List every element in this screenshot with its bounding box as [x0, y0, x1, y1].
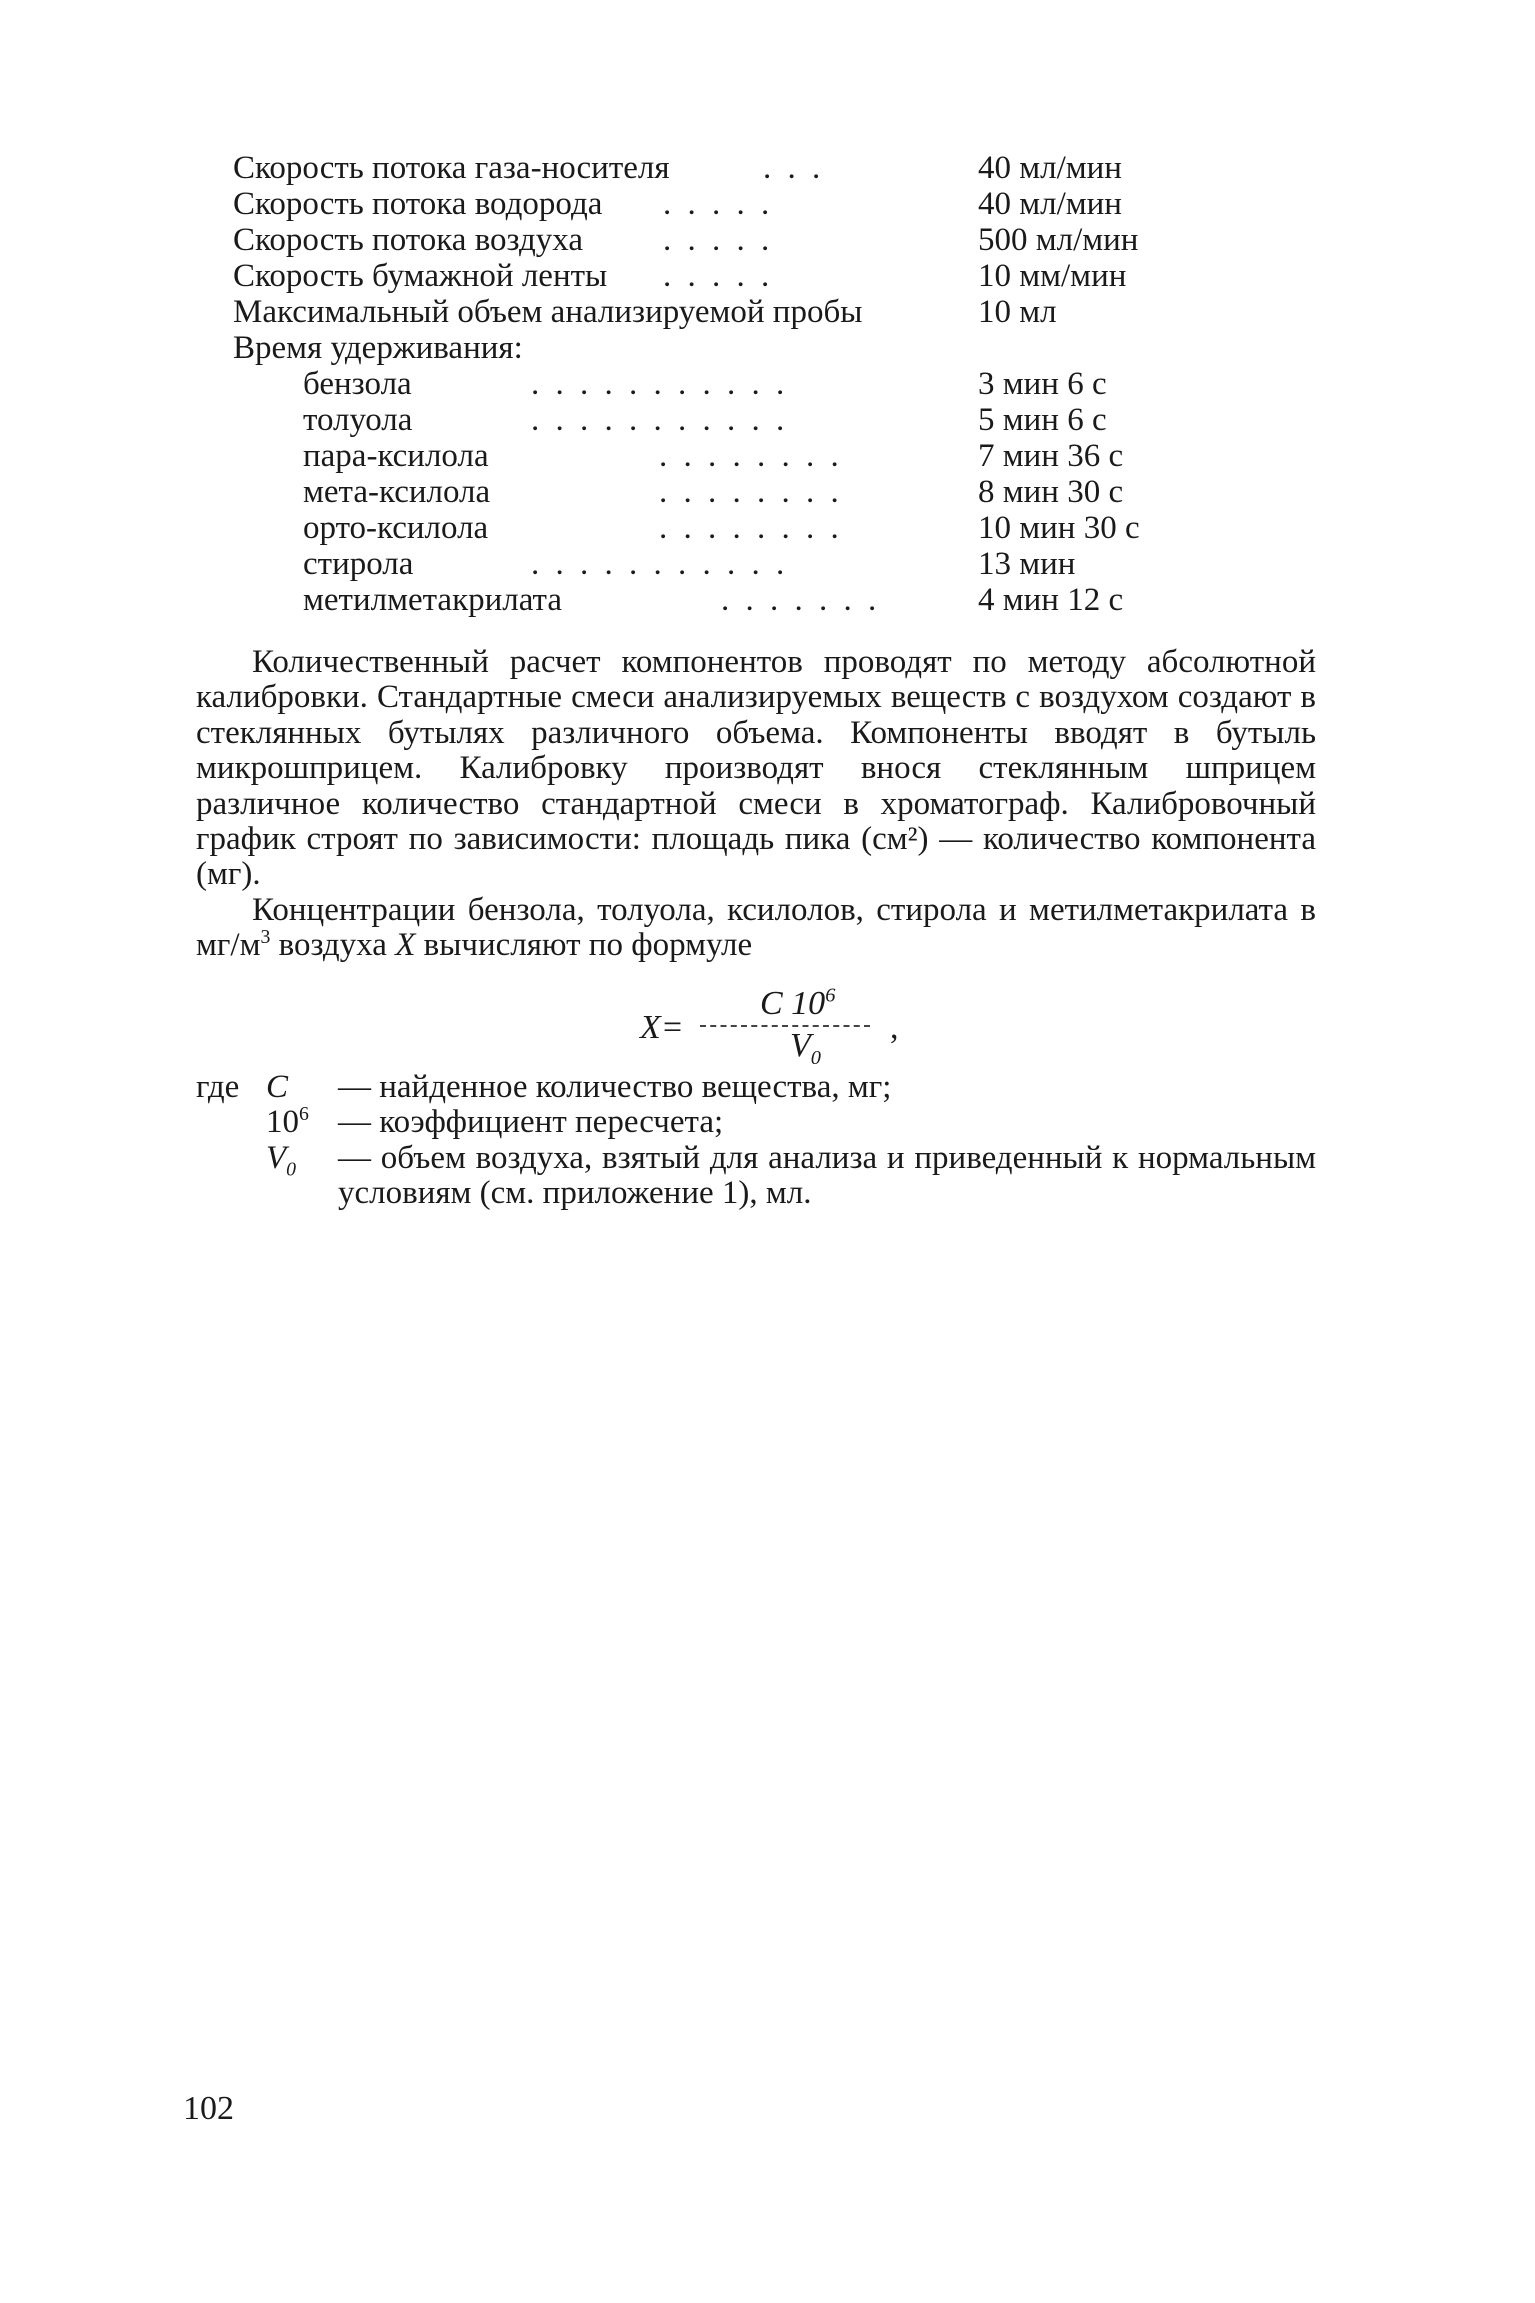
param-label: пара-ксилола — [303, 438, 489, 474]
param-value: 10 мл — [978, 294, 1057, 330]
param-dot-leader: . . . . . — [663, 258, 774, 294]
legend-description: — объем воздуха, взятый для анализа и приведенный к нормальным условиям (см. приложение 1), мл. — [338, 1139, 1316, 1212]
param-row — [233, 294, 1193, 330]
param-row — [233, 330, 1193, 366]
page-number: 102 — [183, 2090, 234, 2127]
legend-term: C — [266, 1069, 289, 1105]
param-row — [233, 258, 1193, 294]
fraction-line — [700, 1025, 870, 1027]
param-dot-leader: . . . . . — [663, 186, 774, 222]
param-label: толуола — [303, 402, 413, 438]
param-label: бензола — [303, 366, 412, 402]
formula — [640, 984, 940, 1069]
param-label: Скорость потока газа-носителя — [233, 150, 670, 186]
param-value: 7 мин 36 с — [978, 438, 1124, 474]
paragraph-calibration: Количественный расчет компонентов проводят по методу абсолютной калибровки. Стандартные смеси анализируемых веществ с воздухом создают в стеклянных бутылях различного объема. Компоненты вводят в бутыль микрошприцем. Калибровку производят внося стеклянным шприцем различное количество стандартной смеси в хроматограф. Калибровочный график строят по зависимости: площадь пика (см²) — количество компонента (мг). — [196, 644, 1316, 893]
formula-numerator: C $10^6$ — [760, 984, 836, 1022]
legend-term: $V_0$ — [266, 1139, 297, 1181]
legend-item — [196, 1141, 1316, 1212]
param-row — [233, 546, 1193, 582]
param-value: 40 мл/мин — [978, 186, 1122, 222]
param-label: Максимальный объем анализируемой пробы — [233, 294, 863, 330]
param-label: Скорость потока воздуха — [233, 222, 583, 258]
param-dot-leader: . . . . . . . . . . . — [531, 546, 789, 582]
param-value: 40 мл/мин — [978, 150, 1122, 186]
legend-description: — найденное количество вещества, мг; — [338, 1069, 892, 1105]
legend-term: $10^6$ — [266, 1103, 309, 1141]
param-row — [233, 510, 1193, 546]
legend-item — [196, 1070, 1316, 1105]
param-row — [233, 222, 1193, 258]
body-text — [196, 645, 1316, 964]
param-row — [233, 366, 1193, 402]
param-value: 10 мм/мин — [978, 258, 1127, 294]
param-value: 10 мин 30 с — [978, 510, 1140, 546]
param-value: 8 мин 30 с — [978, 474, 1124, 510]
param-label: Скорость бумажной ленты — [233, 258, 608, 294]
legend-item — [196, 1105, 1316, 1140]
param-row — [233, 474, 1193, 510]
param-dot-leader: . . . . . . . . . . . — [531, 366, 789, 402]
param-label: Скорость потока водорода — [233, 186, 603, 222]
formula-comma: , — [890, 1009, 899, 1046]
param-label: стирола — [303, 546, 414, 582]
param-row — [233, 150, 1193, 186]
formula-denominator: $V_0$ — [790, 1027, 821, 1069]
param-value: 4 мин 12 с — [978, 582, 1124, 618]
param-row — [233, 402, 1193, 438]
param-label: орто-ксилола — [303, 510, 489, 546]
param-value: 500 мл/мин — [978, 222, 1139, 258]
param-dot-leader: . . . . . . . — [721, 582, 881, 618]
formula-lhs: X= — [640, 1009, 684, 1046]
param-value: 13 мин — [978, 546, 1076, 582]
param-label: мета-ксилола — [303, 474, 491, 510]
param-dot-leader: . . . . . . . . — [659, 474, 843, 510]
paragraph-concentration: Концентрации бензола, толуола, ксилолов, стирола и метилметакрилата в $мг/м^3$ воздуха X вычисляют по формуле — [196, 891, 1316, 964]
param-row — [233, 582, 1193, 618]
param-row — [233, 186, 1193, 222]
param-label: Время удерживания: — [233, 330, 523, 366]
param-value: 3 мин 6 с — [978, 366, 1107, 402]
param-dot-leader: . . . — [763, 150, 825, 186]
formula-legend — [196, 1070, 1316, 1212]
param-value: 5 мин 6 с — [978, 402, 1107, 438]
param-dot-leader: . . . . . . . . — [659, 438, 843, 474]
legend-description: — коэффициент пересчета; — [338, 1104, 724, 1141]
param-row — [233, 438, 1193, 474]
param-label: метилметакрилата — [303, 582, 563, 618]
param-dot-leader: . . . . . . . . — [659, 510, 843, 546]
param-dot-leader: . . . . . . . . . . . — [531, 402, 789, 438]
parameters-list — [233, 150, 1193, 618]
legend-prefix: где — [196, 1069, 240, 1105]
param-dot-leader: . . . . . — [663, 222, 774, 258]
